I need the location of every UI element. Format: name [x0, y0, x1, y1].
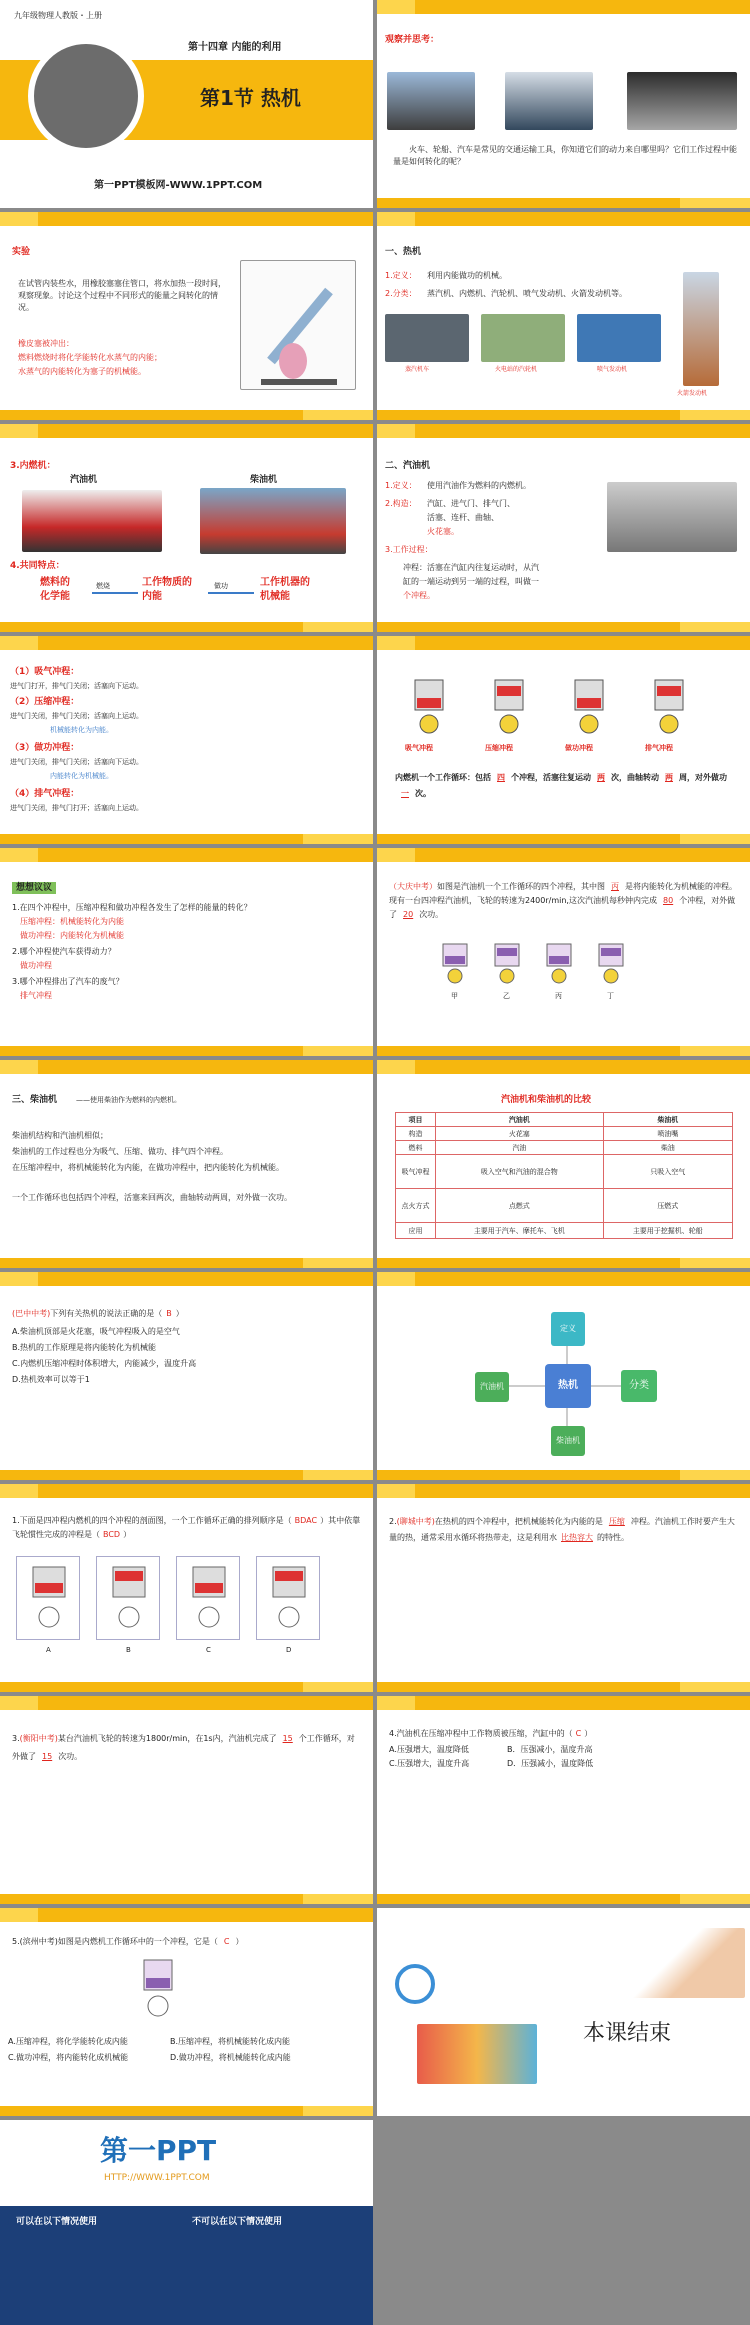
rocket-image — [683, 272, 719, 386]
q1-c: ） — [123, 1530, 132, 1539]
train-image — [387, 72, 475, 130]
truck-image — [200, 488, 346, 554]
compare-title: 汽油机和柴油机的比较 — [501, 1095, 592, 1105]
cycle-b3: 两 — [665, 773, 673, 782]
daqing-text — [389, 880, 741, 922]
stroke2-head: （2）压缩冲程： — [10, 697, 80, 707]
bazhong-ans: B — [166, 1309, 172, 1318]
diesel-l2: 柴油机的工作过程也分为吸气、压缩、做功、排气四个冲程。 — [12, 1147, 228, 1156]
mindmap-node-diesel: 柴油机 — [551, 1426, 585, 1456]
stroke4-line: 进气门关闭，排气门打开；活塞向上运动。 — [10, 804, 143, 812]
slide-q5 — [0, 1908, 373, 2116]
slide-diesel — [0, 1060, 373, 1268]
cycle-t5: 次。 — [415, 789, 431, 798]
engine-q5 — [136, 1954, 180, 2022]
slide-compare — [377, 1060, 750, 1268]
engine-intake — [407, 676, 451, 736]
mindmap-node-gasoline: 汽油机 — [475, 1372, 509, 1402]
caption-plant: 火电站的汽轮机 — [495, 366, 538, 373]
energy-internal: 工作物质的 内能 — [142, 577, 192, 602]
heat-engine-head: 一、热机 — [385, 247, 422, 257]
motorcycle-image — [22, 490, 162, 552]
jet-engine-image — [577, 314, 661, 362]
caption-jet: 喷气发动机 — [597, 366, 628, 373]
site-label: 第一PPT模板网-WWW.1PPT.COM — [94, 180, 263, 191]
engine-power — [567, 676, 611, 736]
table-row — [396, 1189, 733, 1223]
q5-text — [12, 1936, 243, 1948]
daqing-q1: 如图是汽油机一个工作循环的四个冲程，其中图 — [437, 882, 605, 891]
definition-key: 1.定义： — [385, 271, 417, 280]
slide-discuss — [0, 848, 373, 1056]
q2-c: 的特性。 — [597, 1533, 629, 1542]
caption-rocket: 火箭发动机 — [677, 390, 708, 397]
q1-b: ）其中依靠飞轮惯性完成的冲程是（ — [12, 1516, 361, 1539]
table-cell: 压燃式 — [603, 1189, 732, 1223]
diesel-l4: 一个工作循环也包括四个冲程，活塞来回两次，曲轴转动两周，对外做一次功。 — [12, 1193, 292, 1202]
experiment-head: 实验 — [12, 247, 31, 257]
ic-engine-head: 3.内燃机： — [10, 461, 56, 471]
stroke1-line: 进气门打开，排气门关闭；活塞向下运动。 — [10, 682, 143, 690]
bazhong-opt-a: A.柴油机顶部是火花塞，吸气冲程吸入的是空气 — [12, 1327, 180, 1336]
q2-b: 冲程。汽油机工作时要产生大量的热，通常采用水循环将热带走，这是利用水 — [389, 1517, 735, 1542]
bazhong-question — [12, 1308, 184, 1320]
table-cell: 吸气冲程 — [396, 1155, 436, 1189]
caption-steam: 蒸汽机车 — [405, 366, 430, 373]
discuss-a2: 做功冲程：内能转化为机械能 — [20, 931, 124, 940]
table-cell: 火花塞 — [436, 1127, 604, 1141]
q2-num: 2. — [389, 1517, 397, 1526]
table-row — [396, 1155, 733, 1189]
bazhong-opt-c: C.内燃机压缩冲程时体积增大，内能减少，温度升高 — [12, 1359, 197, 1368]
slide-strokes-list — [0, 636, 373, 844]
engine-jia — [437, 942, 473, 986]
engine-ding — [593, 942, 629, 986]
g-struct-2: 活塞、连杆、曲轴、 — [427, 513, 499, 522]
q5-opt-c: C.做功冲程，将内能转化成机械能 — [8, 2053, 129, 2062]
label-C: C — [206, 1646, 211, 1654]
table-cell: 应用 — [396, 1223, 436, 1239]
daqing-q3: 个冲程，对外做了 — [389, 896, 736, 919]
q2-a: 在热机的四个冲程中，把机械能转化为内能的是 — [434, 1517, 603, 1526]
diesel-l3: 在压缩冲程中，将机械能转化为内能，在做功冲程中，把内能转化为机械能。 — [12, 1163, 284, 1172]
q2-b1: 压缩 — [608, 1517, 625, 1526]
table-row — [396, 1223, 733, 1239]
stroke2-line: 进气门关闭，排气门关闭；活塞向上运动。 — [10, 712, 143, 720]
mindmap-center: 热机 — [545, 1364, 591, 1408]
q1-text — [12, 1514, 362, 1542]
engine-A — [16, 1556, 80, 1640]
diesel-label: 柴油机 — [250, 475, 278, 485]
chapter-title: 第十四章 内能的利用 — [188, 42, 282, 53]
header-cell: 柴油机 — [603, 1113, 732, 1127]
cycle-t1: 内燃机一个工作循环：包括 — [395, 773, 491, 782]
mindmap-node-definition: 定义 — [551, 1312, 585, 1346]
slide-footer — [0, 2120, 373, 2325]
q3-num: 3. — [12, 1734, 20, 1743]
q4-a: 4.汽油机在压缩冲程中工作物质被压缩，汽缸中的（ — [389, 1729, 573, 1738]
clock-icon — [395, 1964, 435, 2004]
daqing-b2: 80 — [662, 896, 674, 905]
arrow-1 — [92, 592, 138, 594]
q3-b: 个工作循环，对外做了 — [12, 1734, 355, 1761]
g-def-key: 1.定义： — [385, 481, 417, 490]
bazhong-opt-d: D.热机效率可以等于1 — [12, 1375, 90, 1384]
discuss-head: 想想议议 — [12, 882, 56, 894]
q3-tag: (衡阳中考) — [19, 1734, 58, 1743]
label-D: D — [286, 1646, 292, 1654]
table-cell: 点燃式 — [436, 1189, 604, 1223]
daqing-tag: （大庆中考） — [389, 882, 437, 891]
g-proc-3: 个冲程。 — [403, 591, 435, 600]
header-cell: 项目 — [396, 1113, 436, 1127]
engine-exhaust — [647, 676, 691, 736]
table-row — [396, 1141, 733, 1155]
slide-daqing — [377, 848, 750, 1056]
g-def: 使用汽油作为燃料的内燃机。 — [427, 481, 531, 490]
table-cell: 只吸入空气 — [603, 1155, 732, 1189]
slide-ic-engine — [0, 424, 373, 632]
gasoline-label: 汽油机 — [70, 475, 98, 485]
experiment-line1: 燃料燃烧时将化学能转化水蒸气的内能； — [18, 353, 162, 362]
q5-opt-b: B.压缩冲程，将机械能转化成内能 — [170, 2037, 291, 2046]
q5-b: ） — [235, 1937, 244, 1946]
label-compress: 压缩冲程 — [485, 744, 513, 752]
footer-logo: 第一PPT — [100, 2134, 217, 2167]
label-B: B — [126, 1646, 131, 1654]
observe-text: 火车、轮船、汽车是常见的交通运输工具，你知道它们的动力来自哪里吗？它们工作过程中能量是如何转化的呢？ — [393, 145, 737, 166]
slide-title — [0, 0, 373, 208]
slide-q2 — [377, 1484, 750, 1692]
end-text: 本课结束 — [583, 2021, 672, 2046]
mindmap-node-category: 分类 — [621, 1370, 657, 1402]
footer-url: HTTP://WWW.1PPT.COM — [104, 2173, 210, 2183]
label-power: 做功冲程 — [565, 744, 593, 752]
slide-q4 — [377, 1696, 750, 1904]
table-cell: 柴油 — [603, 1141, 732, 1155]
ship-image — [505, 72, 593, 130]
stroke4-head: （4）排气冲程： — [10, 789, 80, 799]
daqing-q4: 次功。 — [419, 910, 444, 919]
footer-can: 可以在以下情况使用 — [16, 2217, 98, 2227]
table-cell: 主要用于汽车、摩托车、飞机 — [436, 1223, 604, 1239]
arrow-burn: 燃烧 — [96, 582, 110, 590]
pen-hand-illustration — [627, 1928, 745, 1998]
table-cell: 吸入空气和汽油的混合物 — [436, 1155, 604, 1189]
cycle-b4: 一 — [401, 789, 409, 798]
q3-a: 某台汽油机飞轮的转速为1800r/min，在1s内，汽油机完成了 — [57, 1734, 277, 1743]
table-cell: 喷油嘴 — [603, 1127, 732, 1141]
engine-C — [176, 1556, 240, 1640]
label-yi: 乙 — [503, 992, 510, 1000]
table-cell: 汽油 — [436, 1141, 604, 1155]
g-proc-2: 缸的一端运动到另一端的过程，叫做一 — [403, 577, 539, 586]
slide-observe — [377, 0, 750, 208]
g-proc-1: 冲程：活塞在汽缸内往复运动时，从汽 — [403, 563, 539, 572]
stroke2-extra: 机械能转化为内能。 — [50, 726, 113, 734]
engine-compress — [487, 676, 531, 736]
gasoline-engine-image — [607, 482, 737, 552]
cycle-t4: 周，对外做功 — [679, 773, 727, 782]
stroke3-extra: 内能转化为机械能。 — [50, 772, 113, 780]
table-row — [396, 1127, 733, 1141]
test-tube-illustration — [240, 260, 356, 390]
g-struct-1: 汽缸、进气门、排气门、 — [427, 499, 515, 508]
discuss-q3: 3.哪个冲程排出了汽车的废气？ — [12, 977, 124, 986]
label-bing: 丙 — [555, 992, 562, 1000]
stroke1-head: （1）吸气冲程： — [10, 667, 80, 677]
grade-label: 九年级物理人教版・上册 — [14, 11, 102, 20]
q5-ans: C — [223, 1937, 230, 1946]
q1-a: 1.下面是四冲程内燃机的四个冲程的剖面图，一个工作循环正确的排列顺序是（ — [12, 1516, 292, 1525]
slide-mindmap — [377, 1272, 750, 1480]
bazhong-opt-b: B.热机的工作原理是将内能转化为机械能 — [12, 1343, 157, 1352]
steam-train-image — [385, 314, 469, 362]
discuss-a4: 排气冲程 — [20, 991, 52, 1000]
q3-b2: 15 — [42, 1752, 53, 1761]
bazhong-tag: (巴中中考) — [12, 1309, 51, 1318]
g-proc-key: 3.工作过程： — [385, 545, 433, 554]
label-intake: 吸气冲程 — [405, 744, 433, 752]
cycle-b2: 两 — [597, 773, 605, 782]
daqing-b1: 丙 — [611, 882, 619, 891]
q4-opt-b: B．压强减小，温度升高 — [507, 1745, 593, 1754]
observe-head: 观察并思考： — [385, 35, 440, 45]
slide-bazhong — [0, 1272, 373, 1480]
slide-heat-engine — [377, 212, 750, 420]
slide-end — [377, 1908, 750, 2116]
gasoline-head: 二、汽油机 — [385, 461, 431, 471]
stroke3-head: （3）做功冲程： — [10, 743, 80, 753]
label-exhaust: 排气冲程 — [645, 744, 673, 752]
slide-strokes-figure — [377, 636, 750, 844]
common-feature-head: 4.共同特点： — [10, 561, 65, 571]
classroom-illustration — [28, 38, 144, 154]
q1-ans1: BDAC — [294, 1516, 318, 1525]
engine-yi — [489, 942, 525, 986]
experiment-sub: 橡皮塞被冲出： — [18, 339, 74, 348]
q3-text — [12, 1730, 362, 1766]
footer-cannot: 不可以在以下情况使用 — [192, 2217, 283, 2227]
arrow-work: 做功 — [214, 582, 228, 590]
engine-B — [96, 1556, 160, 1640]
discuss-q1: 1.在四个冲程中，压缩冲程和做功冲程各发生了怎样的能量的转化？ — [12, 903, 252, 912]
energy-chem: 燃料的 化学能 — [40, 577, 70, 602]
q4-b: ） — [584, 1729, 593, 1738]
diesel-l1: 柴油机结构和汽油机相似； — [12, 1131, 108, 1140]
label-jia: 甲 — [451, 992, 458, 1000]
q1-ans2: BCD — [103, 1530, 121, 1539]
category-text: 蒸汽机、内燃机、汽轮机、喷气发动机、火箭发动机等。 — [427, 289, 627, 298]
slide-q1 — [0, 1484, 373, 1692]
g-struct-key: 2.构造： — [385, 499, 417, 508]
q2-text — [389, 1514, 741, 1546]
label-ding: 丁 — [607, 992, 614, 1000]
q4-ans: C — [575, 1729, 582, 1738]
energy-mech: 工作机器的 机械能 — [260, 577, 310, 602]
table-header — [396, 1113, 733, 1127]
q4-opt-d: D．压强减小，温度降低 — [507, 1759, 594, 1768]
arrow-2 — [208, 592, 254, 594]
q4-text — [389, 1728, 592, 1740]
lesson-title: 第1节 热机 — [200, 86, 301, 110]
books-illustration — [417, 2024, 537, 2084]
experiment-line2: 水蒸气的内能转化为塞子的机械能。 — [18, 367, 146, 376]
table-cell: 点火方式 — [396, 1189, 436, 1223]
cycle-t3: 次，曲轴转动 — [611, 773, 659, 782]
discuss-q2: 2.哪个冲程使汽车获得动力？ — [12, 947, 116, 956]
q5-a: 5.(滨州中考)如图是内燃机工作循环中的一个冲程，它是（ — [12, 1937, 218, 1946]
q4-opt-c: C.压强增大，温度升高 — [389, 1759, 470, 1768]
cycle-sentence — [395, 770, 735, 802]
diesel-head: 三、柴油机 — [12, 1095, 58, 1105]
definition-text: 利用内能做功的机械。 — [427, 271, 507, 280]
engine-D — [256, 1556, 320, 1640]
q4-opt-a: A.压强增大，温度降低 — [389, 1745, 469, 1754]
label-A: A — [46, 1646, 51, 1654]
g-struct-3: 火花塞。 — [427, 527, 459, 536]
power-plant-image — [481, 314, 565, 362]
discuss-a1: 压缩冲程：机械能转化为内能 — [20, 917, 124, 926]
q2-b2: 比热容大 — [561, 1533, 593, 1542]
table-cell: 构造 — [396, 1127, 436, 1141]
bazhong-q: 下列有关热机的说法正确的是（ — [50, 1309, 163, 1318]
diesel-sub: ——使用柴油作为燃料的内燃机。 — [76, 1096, 181, 1104]
table-cell: 主要用于挖掘机、轮船 — [603, 1223, 732, 1239]
q3-b1: 15 — [282, 1734, 293, 1743]
slide-gasoline-engine — [377, 424, 750, 632]
stroke3-line: 进气门关闭，排气门关闭；活塞向下运动。 — [10, 758, 143, 766]
cycle-t2: 个冲程，活塞往复运动 — [511, 773, 591, 782]
slide-experiment — [0, 212, 373, 420]
table-cell: 燃料 — [396, 1141, 436, 1155]
cycle-b1: 四 — [497, 773, 505, 782]
q5-opt-d: D.做功冲程，将机械能转化成内能 — [170, 2053, 291, 2062]
q3-c: 次功。 — [58, 1752, 83, 1761]
car-image — [627, 72, 737, 130]
q5-opt-a: A.压缩冲程，将化学能转化成内能 — [8, 2037, 128, 2046]
engine-bing — [541, 942, 577, 986]
category-key: 2.分类： — [385, 289, 417, 298]
compare-table — [395, 1112, 733, 1239]
header-cell: 汽油机 — [436, 1113, 604, 1127]
bazhong-q2: ） — [175, 1309, 184, 1318]
daqing-q2: 是将内能转化为机械能的冲程。现有一台四冲程汽油机，飞轮的转速为2400r/min,这次汽油机每秒钟内完成 — [389, 882, 737, 905]
discuss-a3: 做功冲程 — [20, 961, 52, 970]
experiment-body: 在试管内装些水，用橡胶塞塞住管口，将水加热一段时间，观察现象。讨论这个过程中不同形式的能量之间转化的情况。 — [18, 279, 226, 312]
slide-q3 — [0, 1696, 373, 1904]
q2-tag: (聊城中考) — [396, 1517, 435, 1526]
daqing-b3: 20 — [403, 910, 414, 919]
